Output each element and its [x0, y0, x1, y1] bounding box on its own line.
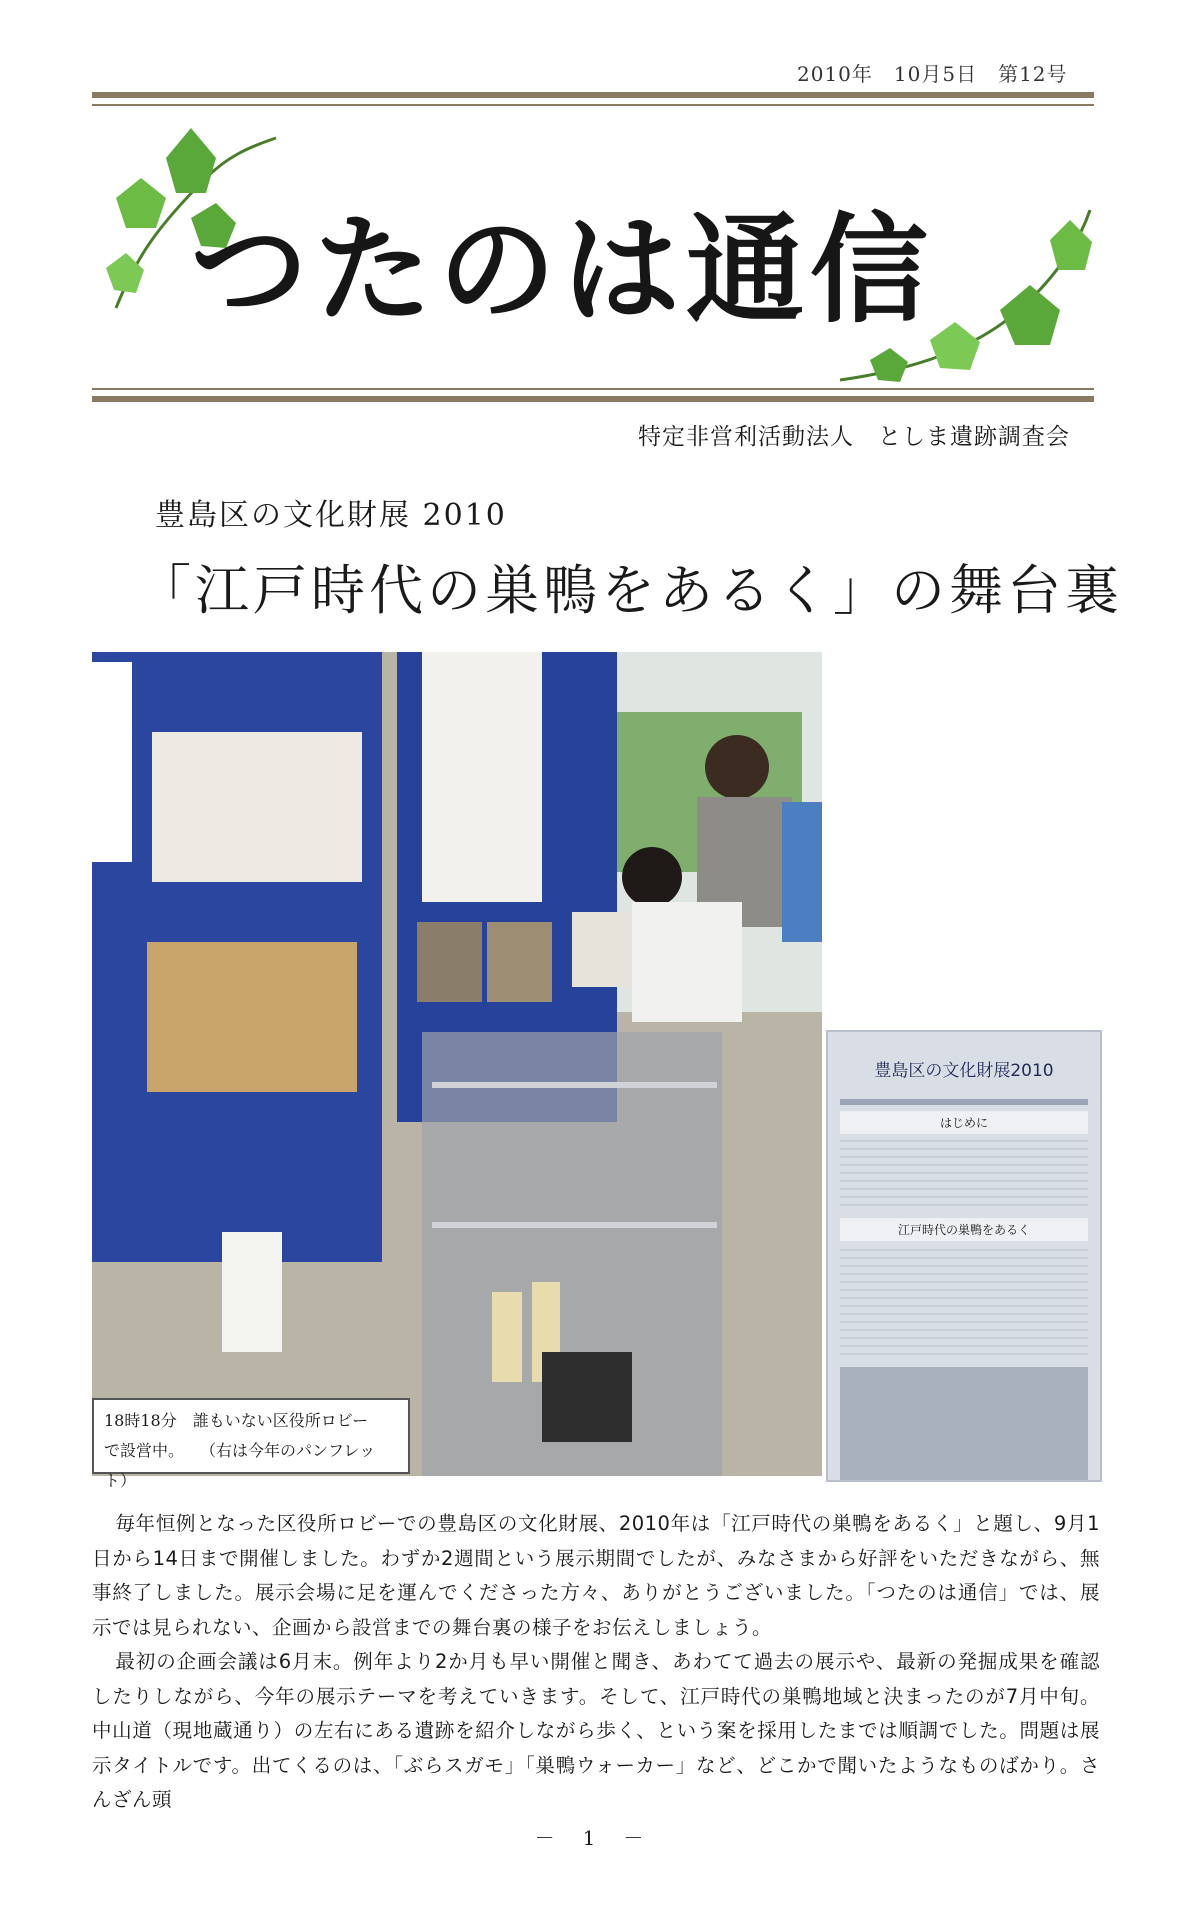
article-headline: 「江戸時代の巣鴨をあるく」の舞台裏	[137, 559, 1123, 622]
bottom-rule	[92, 396, 1094, 402]
article-body	[92, 1507, 1100, 1818]
pamphlet-title: 豊島区の文化財展2010	[874, 1061, 1054, 1081]
organization-name: 特定非営利活動法人 としま遺跡調査会	[638, 424, 1070, 450]
paragraph-1: 毎年恒例となった区役所ロビーでの豊島区の文化財展、2010年は「江戸時代の巣鴨をあるく」と題し、9月1日から14日まで開催しました。わずか2週間という展示期間でしたが、みなさまから好評をいただきながら、無事終了しました。展示会場に足を運んでくださった方々、ありがとうございました。「つたのは通信」では、展示では見られない、企画から設営までの舞台裏の様子をお伝えしましょう。	[92, 1512, 1100, 1639]
pamphlet-inset	[826, 1030, 1102, 1482]
caption-line-1: 18時18分 誰もいない区役所ロビー	[104, 1411, 369, 1430]
article-subtitle: 豊島区の文化財展 2010	[155, 498, 507, 533]
photo-caption	[92, 1398, 410, 1490]
issue-date: 2010年 10月5日 第12号	[797, 62, 1068, 86]
top-rule	[92, 92, 1094, 98]
pamphlet-map	[840, 1367, 1088, 1482]
top-rule-thin	[92, 104, 1094, 106]
masthead-title: つたのは通信	[190, 200, 935, 339]
exhibition-photo	[92, 652, 822, 1476]
page-number: － 1 －	[534, 1826, 648, 1850]
pamphlet-section-sugamo: 江戸時代の巣鴨をあるく	[840, 1218, 1088, 1241]
ivy-right-icon	[830, 200, 1100, 390]
paragraph-2: 最初の企画会議は6月末。例年より2か月も早い開催と聞き、あわてて過去の展示や、最新の発掘成果を確認したりしながら、今年の展示テーマを考えていきます。そして、江戸時代の巣鴨地域と決まったのが7月中旬。中山道（現地蔵通り）の左右にある遺跡を紹介しながら歩く、という案を採用したまでは順調でした。問題は展示タイトルです。出てくるのは、「ぶらスガモ」「巣鴨ウォーカー」など、どこかで聞いたようなものばかり。さんざん頭	[92, 1650, 1100, 1811]
caption-line-2: で設営中。 （右は今年のパンフレット）	[104, 1441, 376, 1490]
pamphlet-section-intro: はじめに	[840, 1111, 1088, 1134]
bottom-rule-thin	[92, 388, 1094, 390]
